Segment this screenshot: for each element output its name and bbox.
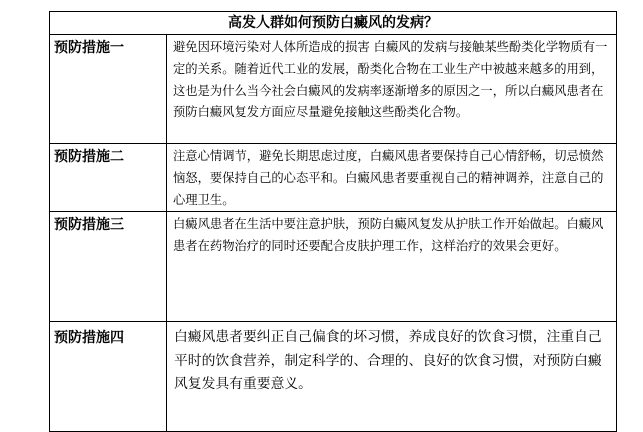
title-row: [50, 12, 617, 35]
table-row: [50, 144, 617, 212]
measure-content-3: 白癜风患者在生活中要注意护肤，预防白癜风复发从护肤工作开始做起。白癜风患者在药物治疗的同时还要配合皮肤护理工作，这样治疗的效果会更好。: [167, 212, 617, 322]
measure-label-3: 预防措施三: [50, 212, 167, 322]
measure-label-1: 预防措施一: [50, 35, 167, 144]
measure-content-4: 白癜风患者要纠正自己偏食的坏习惯，养成良好的饮食习惯，注重自己平时的饮食营养，制定科学的、合理的、良好的饮食习惯，对预防白癜风复发具有重要意义。: [167, 322, 617, 432]
measure-label-2: 预防措施二: [50, 144, 167, 212]
table-title: 高发人群如何预防白癜风的发病？: [50, 12, 617, 35]
measure-content-2: 注意心情调节，避免长期思虑过度，白癜风患者要保持自己心情舒畅，切忌愤然恼怒，要保持自己的心态平和。白癜风患者要重视自己的精神调养，注意自己的心理卫生。: [167, 144, 617, 212]
table-row: [50, 322, 617, 432]
table-row: [50, 212, 617, 322]
table-row: [50, 35, 617, 144]
measure-content-1: 避免因环境污染对人体所造成的损害 白癜风的发病与接触某些酚类化学物质有一定的关系。随着近代工业的发展，酚类化合物在工业生产中被越来越多的用到，这也是为什么当今社会白癜风的发病率逐渐增多的原因之一，所以白癜风患者在预防白癜风复发方面应尽量避免接触这些酚类化合物。: [167, 35, 617, 144]
measure-label-4: 预防措施四: [50, 322, 167, 432]
prevention-table: [49, 11, 617, 432]
